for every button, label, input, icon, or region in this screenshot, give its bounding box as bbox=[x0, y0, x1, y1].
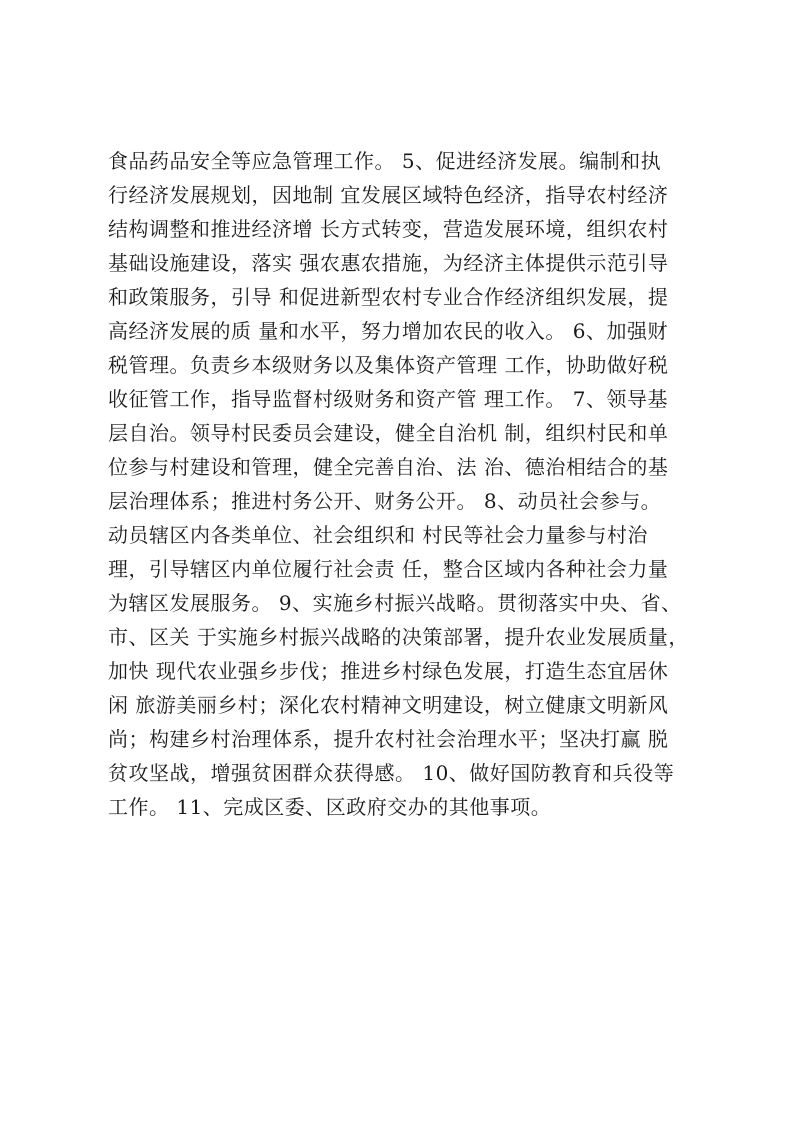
text-line: 层治理体系；推进村务公开、财务公开。 8、动员社会参与。 bbox=[108, 489, 662, 513]
text-line: 加快 现代农业强乡步伐；推进乡村绿色发展，打造生态宜居休 bbox=[108, 659, 669, 683]
text-line: 行经济发展规划，因地制 宜发展区域特色经济，指导农村经济 bbox=[108, 183, 669, 207]
text-line: 闲 旅游美丽乡村；深化农村精神文明建设，树立健康文明新风 bbox=[108, 693, 669, 717]
text-line: 收征管工作，指导监督村级财务和资产管 理工作。 7、领导基 bbox=[108, 387, 668, 411]
text-line: 高经济发展的质 量和水平，努力增加农民的收入。 6、加强财 bbox=[108, 319, 668, 343]
text-line: 尚；构建乡村治理体系，提升农村社会治理水平；坚决打赢 脱 bbox=[108, 727, 669, 751]
text-line: 工作。 11、完成区委、区政府交办的其他事项。 bbox=[108, 795, 552, 819]
text-line: 贫攻坚战，增强贫困群众获得感。 10、做好国防教育和兵役等 bbox=[108, 761, 675, 785]
text-line: 市、区关 于实施乡村振兴战略的决策部署，提升农业发展质量， bbox=[108, 625, 689, 649]
text-line: 位参与村建设和管理，健全完善自治、法 治、德治相结合的基 bbox=[108, 455, 669, 479]
text-line: 食品药品安全等应急管理工作。 5、促进经济发展。编制和执 bbox=[108, 149, 662, 173]
text-line: 理，引导辖区内单位履行社会责 任，整合区域内各种社会力量 bbox=[108, 557, 669, 581]
body-paragraph bbox=[108, 144, 698, 824]
text-line: 结构调整和推进经济增 长方式转变，营造发展环境，组织农村 bbox=[108, 217, 669, 241]
text-line: 动员辖区内各类单位、社会组织和 村民等社会力量参与村治 bbox=[108, 523, 648, 547]
text-line: 基础设施建设，落实 强农惠农措施，为经济主体提供示范引导 bbox=[108, 251, 669, 275]
text-line: 税管理。负责乡本级财务以及集体资产管理 工作，协助做好税 bbox=[108, 353, 669, 377]
text-line: 和政策服务，引导 和促进新型农村专业合作经济组织发展，提 bbox=[108, 285, 669, 309]
text-line: 层自治。领导村民委员会建设，健全自治机 制，组织村民和单 bbox=[108, 421, 669, 445]
text-line: 为辖区发展服务。 9、实施乡村振兴战略。贯彻落实中央、省、 bbox=[108, 591, 682, 615]
